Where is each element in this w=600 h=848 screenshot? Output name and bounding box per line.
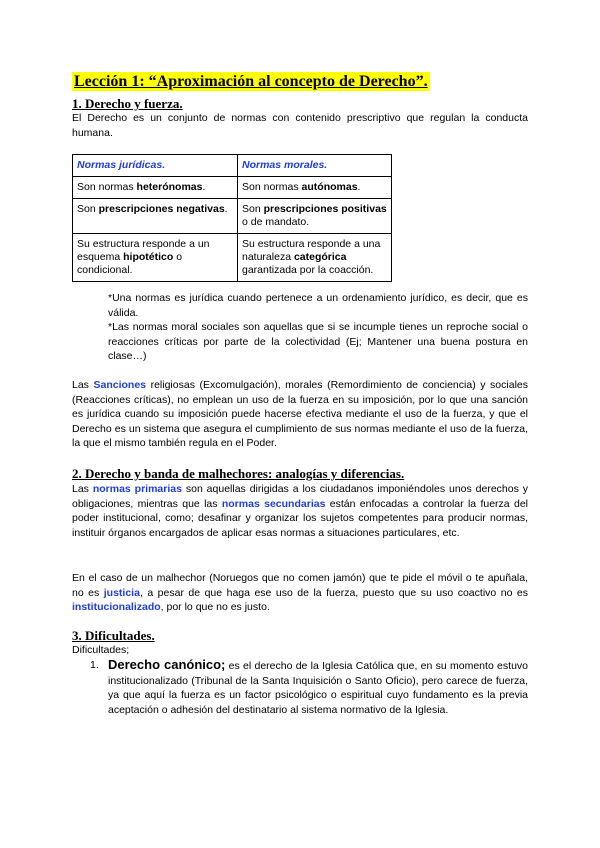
note-moral: *Las normas moral sociales son aquellas que si se incumple tienes un reproche social o reacciones críticas por parte de la colectividad (Ej; Mantener una buena postura en clase…): [108, 321, 528, 362]
table-cell: Su estructura responde a una naturaleza categórica garantizada por la coacción.: [238, 234, 392, 282]
header-normas-juridicas: Normas jurídicas.: [73, 155, 238, 177]
list-item: 1. Derecho canónico; es el derecho de la Iglesia Católica que, en su momento estuvo institucionalizado (Tribunal de la Santa Inquisición o Santo Oficio), pero carece de fuerza, ya que aquí la fuerza es un factor psicológico o espiritual cuyo fundamento es la previa aceptación o adhesión del destinatario al sistema normativo de la Iglesia.: [90, 657, 528, 716]
section-1-heading: 1. Derecho y fuerza.: [72, 96, 183, 111]
section-2-heading: 2. Derecho y banda de malhechores: analogías y diferencias.: [72, 466, 405, 481]
table-cell: Son prescripciones negativas.: [73, 199, 238, 234]
table-cell: Son prescripciones positivas o de mandato.: [238, 199, 392, 234]
table-row: [73, 177, 392, 199]
header-normas-morales: Normas morales.: [238, 155, 392, 177]
comparison-table: [72, 154, 392, 282]
lesson-title: Lección 1: “Aproximación al concepto de Derecho”.: [74, 73, 428, 90]
section-3-heading: 3. Dificultades.: [72, 628, 155, 643]
table-cell: Son normas heterónomas.: [73, 177, 238, 199]
table-header-row: [73, 155, 392, 177]
table-cell: Su estructura responde a un esquema hipotético o condicional.: [73, 234, 238, 282]
section-2-paragraph-2: En el caso de un malhechor (Noruegos que no comen jamón) que te pide el móvil o te apuñala, no es justicia, a pesar de que haga ese uso de la fuerza, puesto que su uso coactivo no es institucionalizado, por lo que no es justo.: [72, 572, 528, 613]
table-cell: Son normas autónomas.: [238, 177, 392, 199]
table-row: [73, 234, 392, 282]
note-juridica: *Una normas es jurídica cuando pertenece a un ordenamiento jurídico, es decir, que es válida.: [108, 292, 528, 319]
section-1-intro: El Derecho es un conjunto de normas con contenido prescriptivo que regulan la conducta humana.: [72, 112, 528, 139]
table-row: [73, 199, 392, 234]
difficulties-list: [72, 658, 528, 717]
section-3-subtitle: Dificultades;: [72, 644, 130, 656]
sanciones-paragraph: Las Sanciones religiosas (Excomulgación), morales (Remordimiento de conciencia) y sociales (Reacciones críticas), no emplean un uso de la fuerza en su imposición, por lo que una sanción es jurídica cuando su imposición puede hacerse efectiva mediante el uso de la fuerza, y que el Derecho es un sistema que asegura el cumplimiento de sus normas mediante el uso de la fuerza, la que el mismo también regula en el Poder.: [72, 379, 528, 449]
section-2-paragraph-1: Las normas primarias son aquellas dirigidas a los ciudadanos imponiéndoles unos derechos y obligaciones, mientras que las normas secundarias están enfocadas a controlar la fuerza del poder institucional, como; desafinar y organizar los sujetos competentes para producir normas, instituir órganos encargados de aplicar esas normas a situaciones particulares, etc.: [72, 483, 528, 539]
